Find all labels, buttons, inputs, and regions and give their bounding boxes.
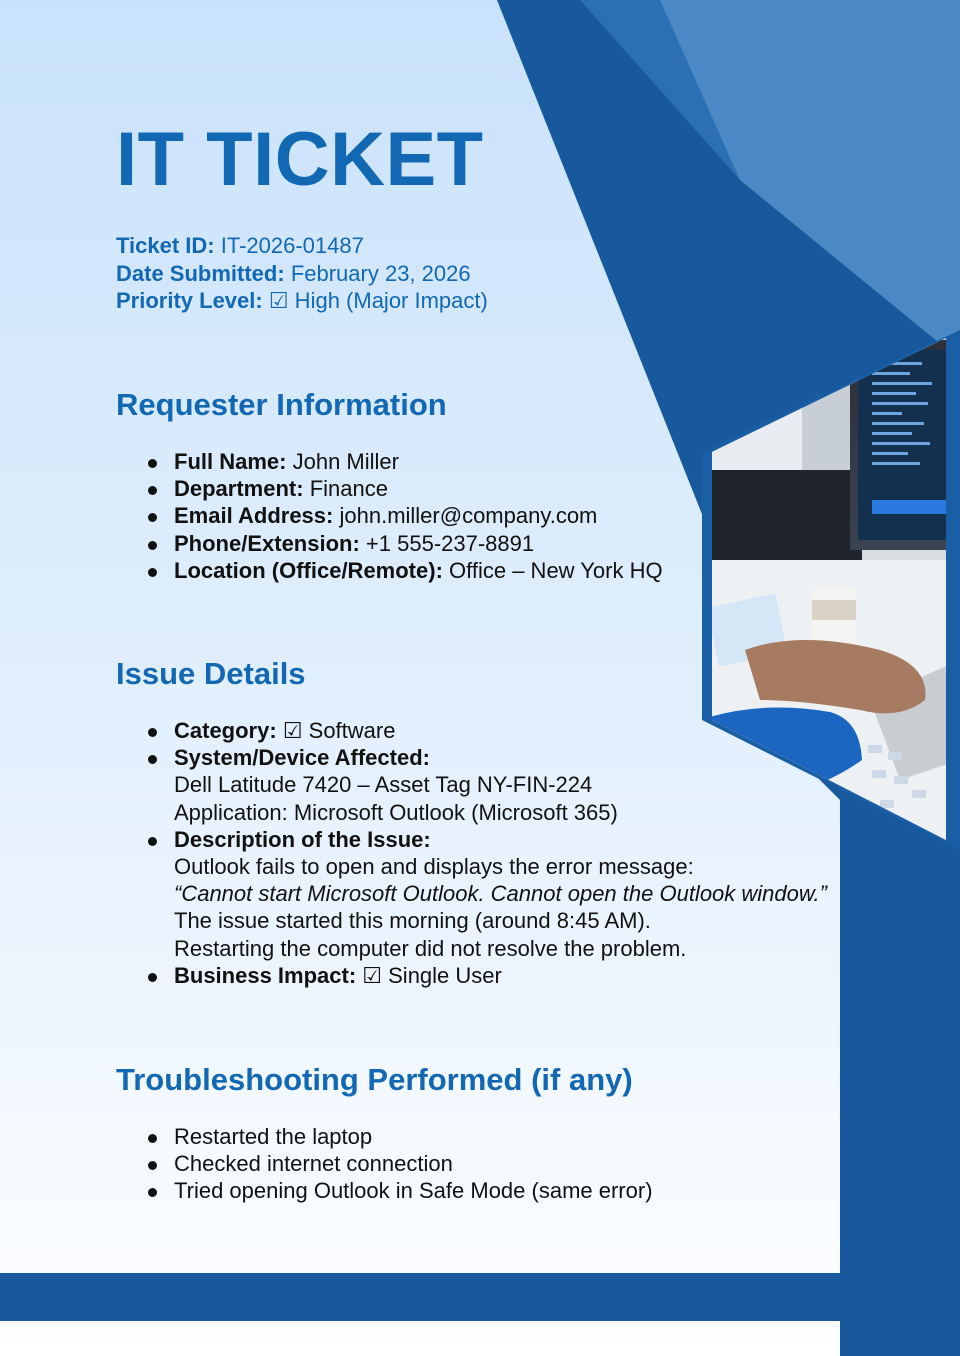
- requester-list: [116, 448, 663, 584]
- list-item: [116, 475, 663, 502]
- item-label: Email Address:: [174, 503, 334, 529]
- description-intro: Outlook fails to open and displays the error message:: [174, 854, 694, 880]
- list-item: Restarted the laptop: [116, 1123, 653, 1150]
- item-value: John Miller: [292, 449, 399, 474]
- item-value: +1 555-237-8891: [365, 530, 535, 556]
- ticket-id-label: Ticket ID:: [116, 233, 215, 258]
- item-label: Full Name:: [174, 449, 287, 474]
- page-title: IT TICKET: [116, 117, 484, 202]
- list-item: [116, 826, 856, 962]
- item-label: Department:: [174, 476, 304, 502]
- issue-list: [116, 717, 856, 989]
- troubleshooting-heading: Troubleshooting Performed (if any): [116, 1062, 633, 1097]
- item-value: Office – New York HQ: [449, 557, 663, 583]
- list-item: Checked internet connection: [116, 1150, 653, 1177]
- ticket-id-value: IT-2026-01487: [220, 233, 364, 258]
- category-label: Category:: [174, 718, 277, 743]
- date-value: February 23, 2026: [290, 260, 471, 286]
- description-label: Description of the Issue:: [174, 826, 431, 852]
- item-value: john.miller@company.com: [339, 503, 598, 529]
- impact-label: Business Impact:: [174, 962, 357, 988]
- date-label: Date Submitted:: [116, 260, 285, 286]
- date-row: [116, 260, 488, 288]
- ticket-meta: [116, 232, 488, 315]
- troubleshooting-list: [116, 1123, 653, 1205]
- item-label: Location (Office/Remote):: [174, 557, 443, 583]
- list-item: [116, 448, 663, 475]
- list-item: [116, 744, 856, 826]
- ticket-id-row: [116, 232, 488, 260]
- requester-heading: Requester Information: [116, 387, 447, 422]
- list-item: [116, 717, 856, 744]
- list-item: [116, 962, 856, 989]
- error-message-quote: “Cannot start Microsoft Outlook. Cannot open the Outlook window.”: [174, 881, 827, 907]
- description-line: Restarting the computer did not resolve the problem.: [174, 935, 687, 961]
- system-line: Dell Latitude 7420 – Asset Tag NY-FIN-224: [174, 772, 593, 798]
- priority-value: ☑ High (Major Impact): [268, 288, 488, 313]
- list-item: Tried opening Outlook in Safe Mode (same error): [116, 1177, 653, 1204]
- category-value: ☑ Software: [282, 718, 396, 743]
- system-line: Application: Microsoft Outlook (Microsoft 365): [174, 799, 618, 825]
- list-item: [116, 530, 663, 557]
- system-label: System/Device Affected:: [174, 745, 430, 771]
- bottom-band: [0, 1273, 960, 1321]
- list-item: [116, 502, 663, 529]
- right-column: [840, 780, 960, 1356]
- description-line: The issue started this morning (around 8:45 AM).: [174, 908, 651, 934]
- priority-label: Priority Level:: [116, 288, 263, 313]
- list-item: [116, 557, 663, 584]
- item-label: Phone/Extension:: [174, 530, 360, 556]
- item-value: Finance: [309, 476, 388, 502]
- priority-row: [116, 287, 488, 315]
- issue-heading: Issue Details: [116, 656, 306, 691]
- impact-value: ☑ Single User: [362, 962, 502, 988]
